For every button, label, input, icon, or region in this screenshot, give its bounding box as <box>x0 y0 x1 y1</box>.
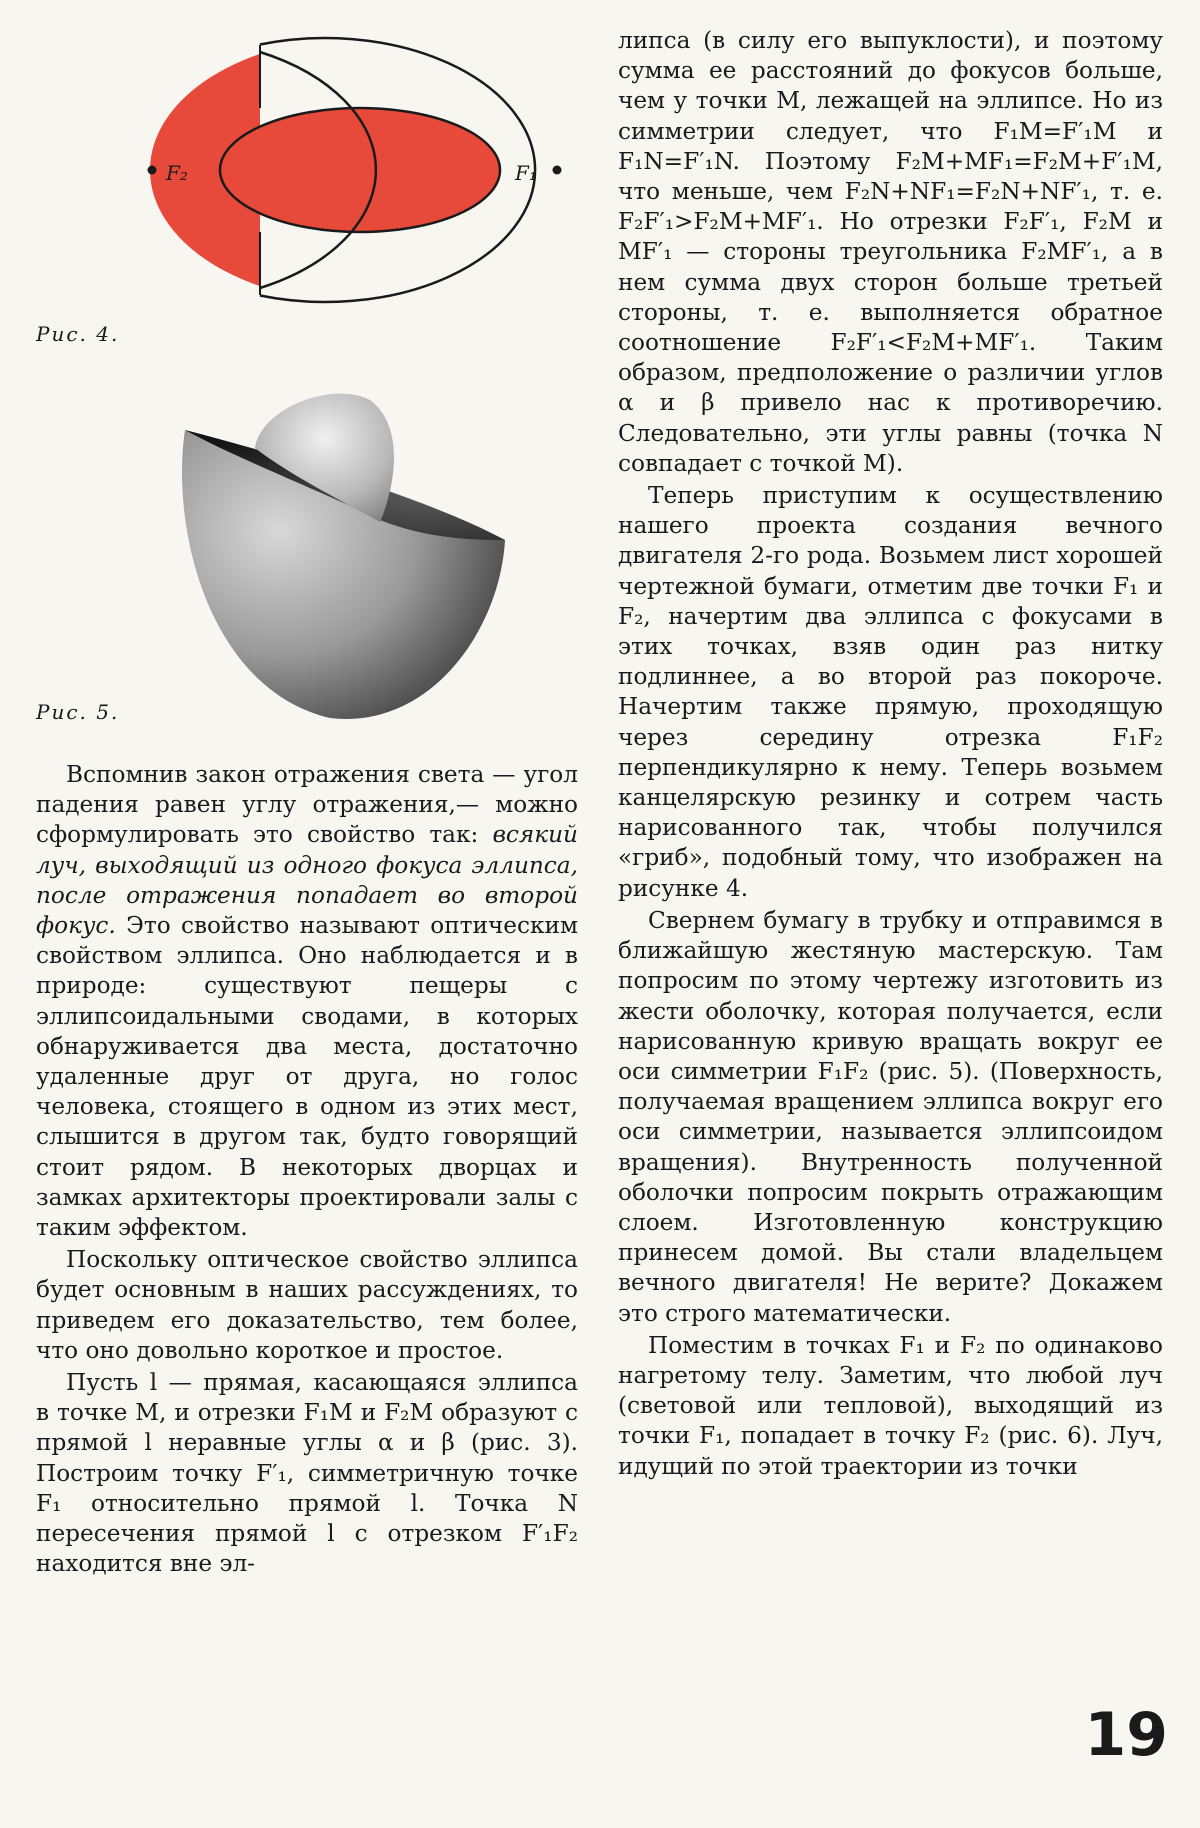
paragraph-drawing-instructions: Теперь приступим к осуществлению нашего проекта создания вечного двигателя 2-го рода. Возьмем лист хорошей чертежной бумаги, отметим две точки F₁ и F₂, начертим два эллипса с фокусами в этих точках, взяв один раз нитку подлиннее, а во второй раз покороче. Начертим также прямую, проходящую через середину отрезка F₁F₂ перпендикулярно к нему. Теперь возьмем канцелярскую резинку и сотрем часть нарисованного так, чтобы получился «гриб», подобный тому, что изображен на рисунке 4. <box>618 482 1163 902</box>
paragraph-workshop: Свернем бумагу в трубку и отправимся в ближайшую жестяную мастерскую. Там попросим по этому чертежу изготовить из жести оболочку, которая получается, если нарисованную кривую вращать вокруг ее оси симметрии F₁F₂ (рис. 5). (Поверхность, получаемая вращением эллипса вокруг его оси симметрии, называется эллипсоидом вращения). Внутренность полученной оболочки попросим покрыть отражающим слоем. Изготовленную конструкцию принесем домой. Вы стали владельцем вечного двигателя! Не верите? Докажем это строго математически. <box>618 906 1163 1327</box>
page-number: 19 <box>1084 1700 1168 1770</box>
paragraph-proof-start: Пусть l — прямая, касающаяся эллипса в точке M, и отрезки F₁M и F₂M образуют с прямой l неравные углы α и β (рис. 3). Построим точку F′₁, симметричную точке F₁ относительно прямой l. Точка N пересечения прямой l с отрезком F′₁F₂ находится вне эл- <box>36 1369 578 1578</box>
focus-f2-point <box>148 166 157 175</box>
paragraph-proof-end: липса (в силу его выпуклости), и поэтому сумма ее расстояний до фокусов больше, чем у точки M, лежащей на эллипсе. Но из симметрии следует, что F₁M=F′₁M и F₁N=F′₁N. Поэтому F₂M+MF₁=F₂M+F′₁M, что меньше, чем F₂N+NF₁=F₂N+NF′₁, т. е. F₂F′₁>F₂M+MF′₁. Но отрезки F₂F′₁, F₂M и MF′₁ — стороны треугольника F₂MF′₁, а в нем сумма двух сторон больше третьей стороны, т. е. выполняется обратное соотношение F₂F′₁<F₂M+MF′₁. Таким образом, предположение о различии углов α и β привело нас к противоречию. Следовательно, эти углы равны (точка N совпадает с точкой M). <box>618 27 1163 477</box>
figure-4-caption: Рис. 4. <box>36 322 120 346</box>
focus-f1-label: F₁ <box>515 161 537 185</box>
focus-f1-point <box>553 166 562 175</box>
paragraph-text: Вспомнив закон отражения света — угол падения равен углу отражения,— можно сформулировать это свойство так: <box>36 761 578 849</box>
inner-ellipse <box>220 108 500 232</box>
paragraph-text: Это свойство называют оптическим свойством эллипса. Оно наблюдается и в природе: существуют пещеры с эллипсоидальными сводами, в которых обнаруживается два места, достаточно удаленные друг от друга, но голос человека, стоящего в одном из этих мест, слышится в другом так, будто говорящий стоит рядом. В некоторых дворцах и замках архитекторы проектировали залы с таким эффектом. <box>36 912 578 1242</box>
figure-5-ellipsoid <box>180 390 510 720</box>
figure-5-caption: Рис. 5. <box>36 700 120 724</box>
paragraph-proof-intro: Поскольку оптическое свойство эллипса будет основным в наших рассуждениях, то приведем его доказательство, тем более, что оно довольно короткое и простое. <box>36 1246 578 1364</box>
paragraph-optical-property <box>36 760 578 1243</box>
emphasized-statement: всякий луч, выходящий из одного фокуса эллипса, после отражения попадает во второй фокус. <box>36 821 578 940</box>
figure-4-ellipse-mushroom <box>130 20 590 320</box>
focus-f2-label: F₂ <box>166 161 188 185</box>
paragraph-heated-bodies: Поместим в точках F₁ и F₂ по одинаково нагретому телу. Заметим, что любой луч (световой или тепловой), выходящий из точки F₁, попадает в точку F₂ (рис. 6). Луч, идущий по этой траектории из точки <box>618 1331 1163 1480</box>
left-text-column <box>36 760 578 1579</box>
right-text-column <box>618 26 1163 1482</box>
